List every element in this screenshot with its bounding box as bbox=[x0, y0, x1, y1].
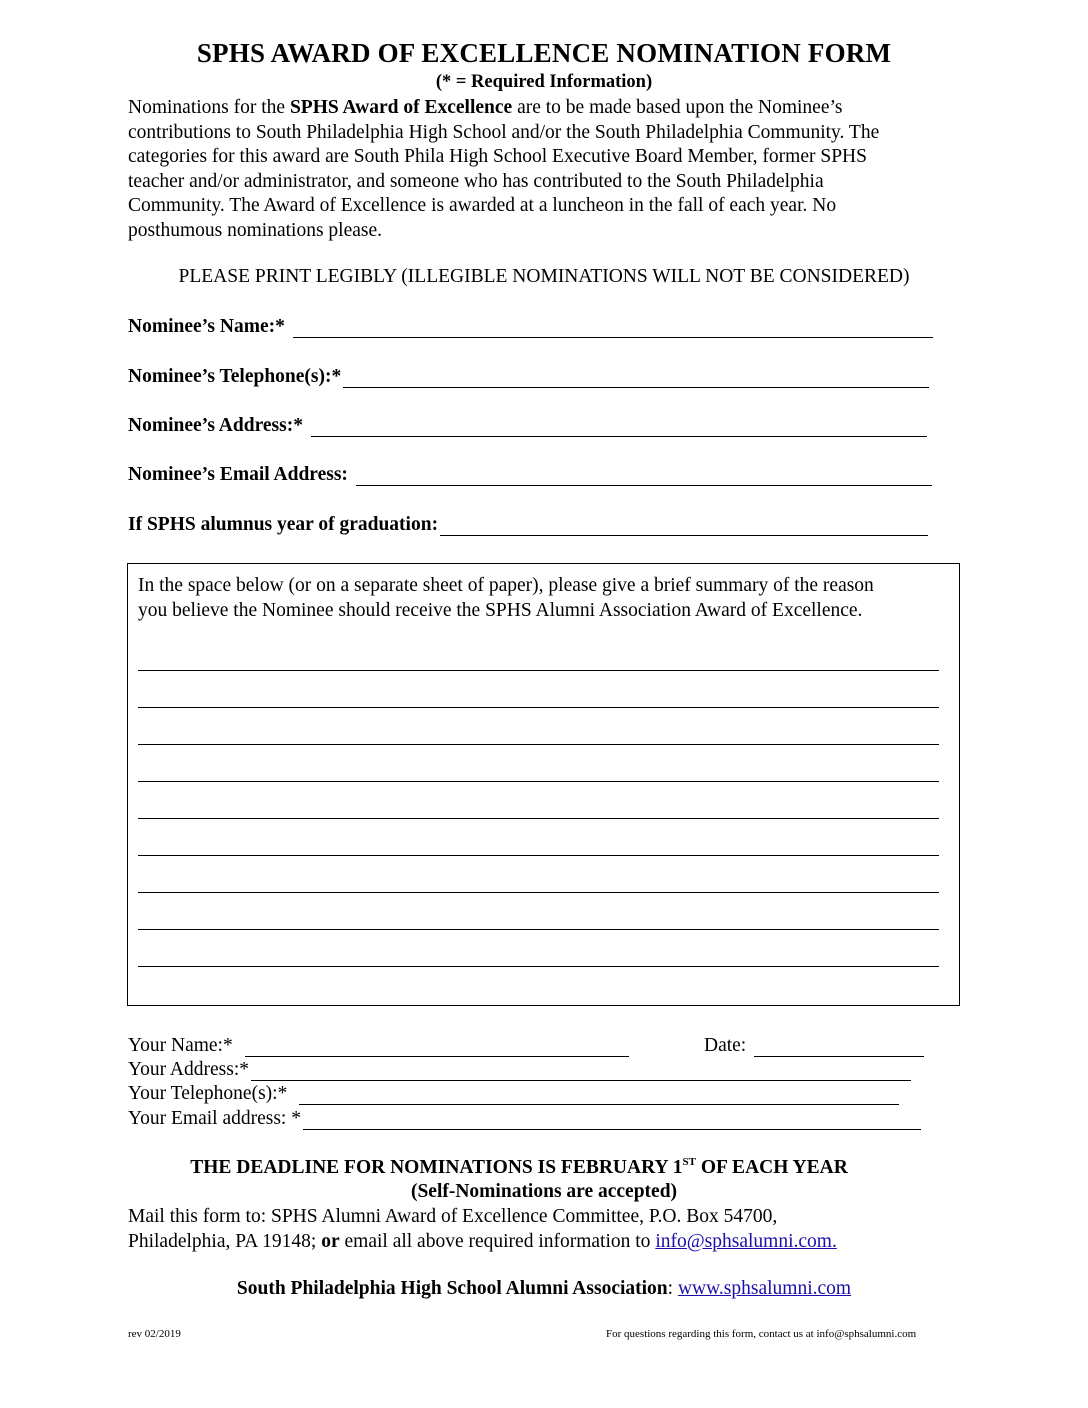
intro-paragraph bbox=[128, 96, 968, 244]
reason-line[interactable] bbox=[138, 966, 939, 967]
reason-line[interactable] bbox=[138, 670, 939, 671]
intro-line-2: contributions to South Philadelphia High School and/or the South Philadelphia Community. The bbox=[128, 121, 880, 143]
graduation-year-label: If SPHS alumnus year of graduation: bbox=[128, 514, 439, 535]
nominee-name-row bbox=[128, 316, 933, 338]
required-info-note: (* = Required Information) bbox=[435, 72, 653, 92]
intro-line-5: Community. The Award of Excellence is awarded at a luncheon in the fall of each year. No bbox=[128, 195, 837, 217]
your-name-row bbox=[128, 1035, 629, 1057]
association-name: South Philadelphia High School Alumni Association bbox=[236, 1278, 668, 1299]
reason-line[interactable] bbox=[138, 818, 939, 819]
reason-line[interactable] bbox=[138, 744, 939, 745]
intro-line-6: posthumous nominations please. bbox=[128, 219, 383, 241]
nominee-phone-row bbox=[128, 366, 929, 388]
print-legibly-note: PLEASE PRINT LEGIBLY (ILLEGIBLE NOMINATIONS WILL NOT BE CONSIDERED) bbox=[178, 266, 910, 287]
reason-line[interactable] bbox=[138, 855, 939, 856]
nominee-address-label: Nominee’s Address:* bbox=[128, 415, 303, 436]
your-email-label: Your Email address: * bbox=[128, 1108, 301, 1129]
reason-prompt-line-2: you believe the Nominee should receive the SPHS Alumni Association Award of Excellence. bbox=[138, 599, 863, 621]
mail-instructions bbox=[128, 1205, 837, 1254]
your-phone-field[interactable] bbox=[299, 1086, 899, 1105]
your-address-label: Your Address:* bbox=[128, 1059, 249, 1080]
nominee-email-field[interactable] bbox=[356, 467, 932, 486]
reason-line[interactable] bbox=[138, 929, 939, 930]
reason-line[interactable] bbox=[138, 707, 939, 708]
nominee-email-row bbox=[128, 464, 932, 486]
nominee-phone-field[interactable] bbox=[343, 369, 929, 388]
deadline-notice: THE DEADLINE FOR NOMINATIONS IS FEBRUARY 1ST OF EACH YEAR bbox=[190, 1156, 848, 1178]
nominee-name-label: Nominee’s Name:* bbox=[128, 316, 285, 337]
reason-summary-box bbox=[127, 563, 960, 1006]
your-address-row bbox=[128, 1059, 911, 1081]
date-label: Date: bbox=[704, 1035, 747, 1056]
nominee-phone-label: Nominee’s Telephone(s):* bbox=[128, 366, 342, 387]
website-link[interactable]: www.sphsalumni.com bbox=[677, 1278, 852, 1299]
form-title: SPHS AWARD OF EXCELLENCE NOMINATION FORM bbox=[196, 38, 892, 68]
your-phone-label: Your Telephone(s):* bbox=[128, 1083, 288, 1104]
your-email-row bbox=[128, 1108, 921, 1130]
nominee-email-label: Nominee’s Email Address: bbox=[128, 464, 348, 485]
reason-prompt bbox=[138, 574, 874, 623]
nominee-address-row bbox=[128, 415, 927, 437]
self-nominations-note: (Self-Nominations are accepted) bbox=[410, 1181, 678, 1202]
reason-line[interactable] bbox=[138, 781, 939, 782]
your-email-field[interactable] bbox=[303, 1111, 921, 1130]
date-field[interactable] bbox=[754, 1038, 924, 1057]
your-address-field[interactable] bbox=[251, 1062, 911, 1081]
your-name-label: Your Name:* bbox=[128, 1035, 233, 1056]
email-link[interactable]: info@sphsalumni.com. bbox=[655, 1230, 837, 1252]
mail-line-1: Mail this form to: SPHS Alumni Award of Excellence Committee, P.O. Box 54700, bbox=[128, 1206, 778, 1227]
graduation-year-row bbox=[128, 514, 928, 536]
award-name: SPHS Award of Excellence bbox=[289, 97, 513, 118]
nominee-address-field[interactable] bbox=[311, 418, 927, 437]
intro-line-3: categories for this award are South Phila High School Executive Board Member, former SPHS bbox=[128, 146, 867, 168]
graduation-year-field[interactable] bbox=[440, 517, 928, 536]
date-row bbox=[704, 1035, 924, 1057]
contact-note: For questions regarding this form, contact us at info@sphsalumni.com bbox=[606, 1328, 917, 1340]
reason-prompt-line-1: In the space below (or on a separate sheet of paper), please give a brief summary of the reason bbox=[138, 575, 874, 596]
intro-line-1: Nominations for the SPHS Award of Excellence are to be made based upon the Nominee’s bbox=[128, 97, 843, 118]
reason-line[interactable] bbox=[138, 892, 939, 893]
your-phone-row bbox=[128, 1083, 899, 1105]
nominee-name-field[interactable] bbox=[293, 319, 933, 338]
intro-line-4: teacher and/or administrator, and someone who has contributed to the South Philadelphia bbox=[128, 170, 824, 192]
association-line: South Philadelphia High School Alumni Association: www.sphsalumni.com bbox=[236, 1278, 852, 1299]
revision-note: rev 02/2019 bbox=[128, 1328, 181, 1340]
mail-line-2: Philadelphia, PA 19148; or email all above required information to info@sphsalumni.com. bbox=[128, 1230, 837, 1252]
your-name-field[interactable] bbox=[245, 1038, 629, 1057]
